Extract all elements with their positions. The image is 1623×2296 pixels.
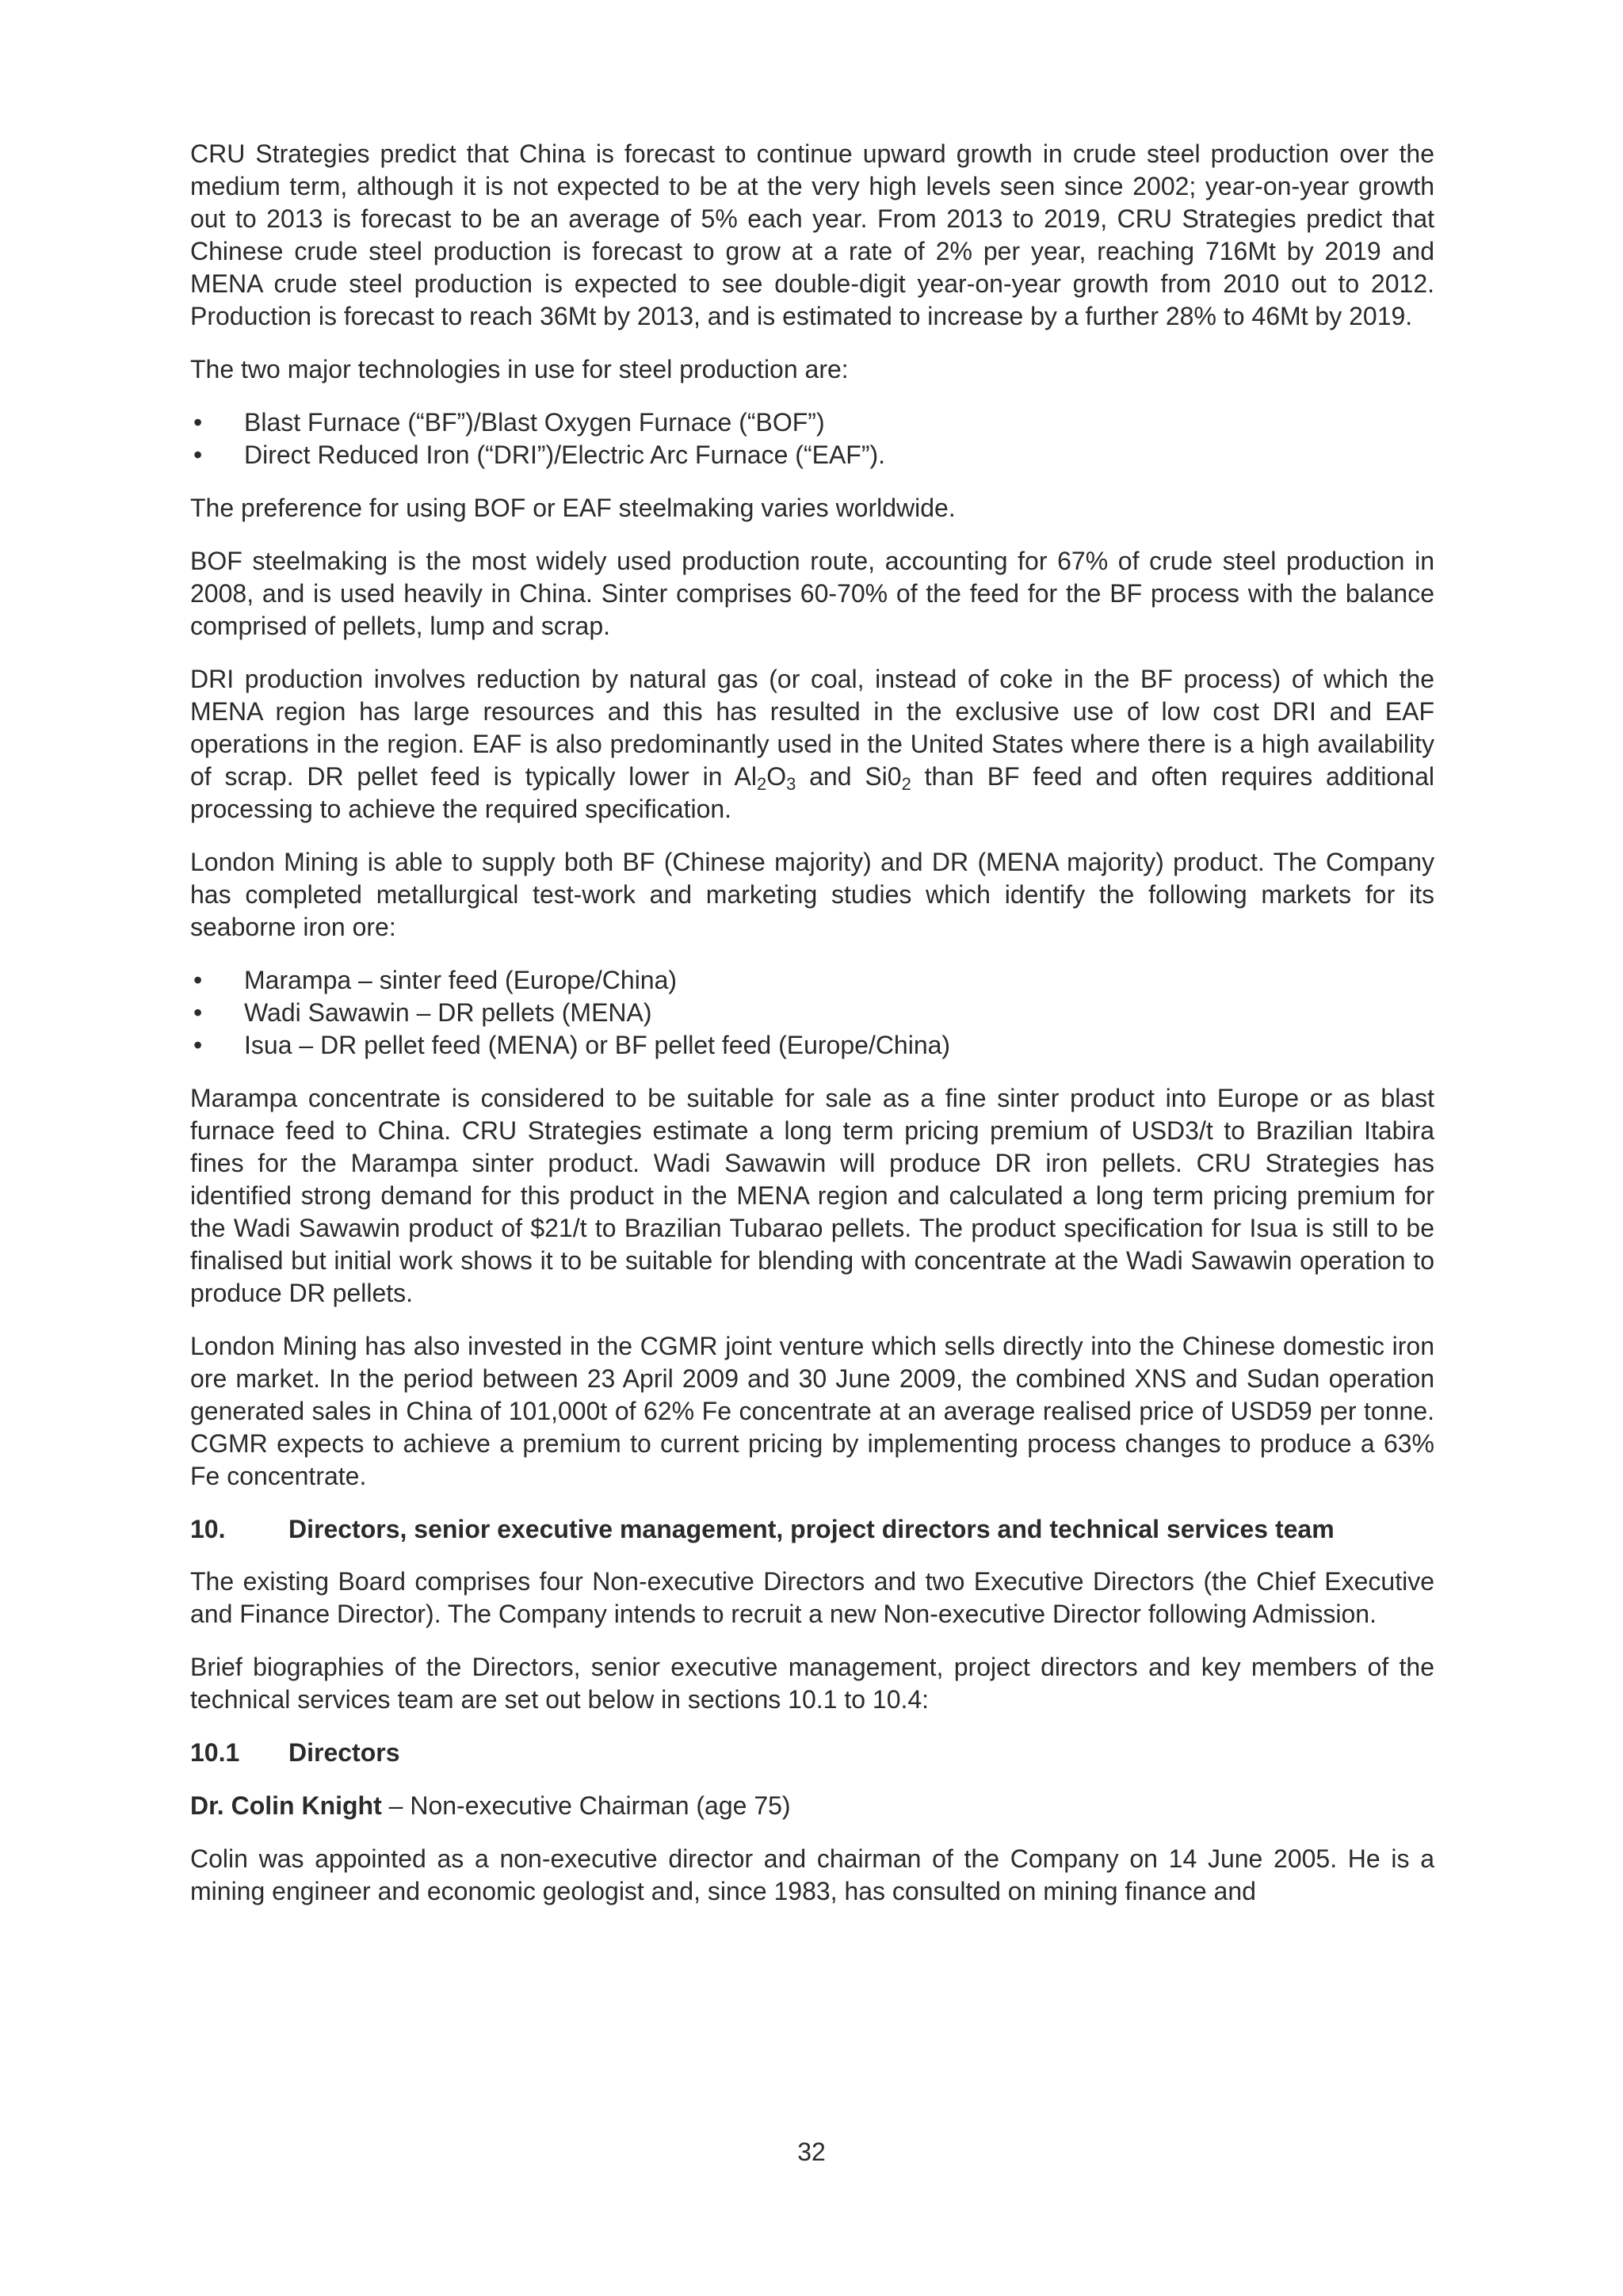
bullet-icon: • [193,998,203,1027]
list-item [190,439,1434,471]
bullet-icon: • [193,408,203,437]
director-bio-heading [190,1790,1434,1822]
subsection-number: 10.1 [190,1738,240,1767]
list-item-text: Marampa – sinter feed (Europe/China) [244,966,678,994]
text-run: and Si0 [796,762,902,791]
paragraph-bof-steelmaking: BOF steelmaking is the most widely used production route, accounting for 67% of crude steel production in 2008, and is used heavily in China. Sinter comprises 60-70% of the feed for the BF process with the balance comprised of pellets, lump and scrap. [190,547,1434,640]
list-item [190,406,1434,439]
bullet-icon: • [193,966,203,994]
subsection-heading [190,1737,1434,1769]
director-name: Dr. Colin Knight [190,1791,382,1820]
subscript: 2 [901,774,911,794]
paragraph-board-composition: The existing Board comprises four Non-executive Directors and two Executive Directors (the Chief Executive and Finance Director). The Company intends to recruit a new Non-executive Director following Admission. [190,1567,1434,1628]
paragraph-steel-forecast: CRU Strategies predict that China is forecast to continue upward growth in crude steel production over the medium term, although it is not expected to be at the very high levels seen since 2002; year-on-year growth out to 2013 is forecast to be an average of 5% each year. From 2013 to 2019, CRU Strategies predict that Chinese crude steel production is forecast to grow at a rate of 2% per year, reaching 716Mt by 2019 and MENA crude steel production is expected to see double-digit year-on-year growth from 2010 out to 2012. Production is forecast to reach 36Mt by 2013, and is estimated to increase by a further 28% to 46Mt by 2019. [190,139,1434,330]
list-item-text: Blast Furnace (“BF”)/Blast Oxygen Furnace (“BOF”) [244,408,825,437]
bullet-icon: • [193,1031,203,1059]
section-title: Directors, senior executive management, project directors and technical services team [288,1515,1335,1543]
text-run: O [766,762,787,791]
section-number: 10. [190,1515,226,1543]
paragraph-biographies-intro: Brief biographies of the Directors, senior executive management, project directors and key members of the technical services team are set out below in sections 10.1 to 10.4: [190,1653,1434,1714]
section-heading [190,1513,1434,1545]
subsection-title: Directors [288,1738,400,1767]
text-run: DRI production involves reduction by natural gas (or coal, instead of coke in the BF process) of which the MENA region has large resources and this has resulted in the exclusive use of low cost DRI and EAF operations in the region. EAF is also predominantly used in the United States where there is a high availability of scrap. DR pellet feed is typically lower in Al [190,665,1434,791]
list-item [190,964,1434,997]
list-item-text: Wadi Sawawin – DR pellets (MENA) [244,998,652,1027]
subscript: 3 [786,774,796,794]
list-item-text: Isua – DR pellet feed (MENA) or BF pellet feed (Europe/China) [244,1031,951,1059]
paragraph-colin-bio: Colin was appointed as a non-executive director and chairman of the Company on 14 June 2005. He is a mining engineer and economic geologist and, since 1983, has consulted on mining finance and [190,1844,1434,1905]
list-item [190,997,1434,1029]
paragraph-cgmr-joint-venture: London Mining has also invested in the CGMR joint venture which sells directly into the Chinese domestic iron ore market. In the period between 23 April 2009 and 30 June 2009, the combined XNS and Sudan operation generated sales in China of 101,000t of 62% Fe concentrate at an average realised price of USD59 per tonne. CGMR expects to achieve a premium to current pricing by implementing process changes to produce a 63% Fe concentrate. [190,1332,1434,1490]
markets-list [190,964,1434,1062]
text-run: than BF feed and often requires additional processing to achieve the required specification. [190,762,1435,823]
paragraph-dri-production [190,663,1434,826]
subscript: 2 [756,774,767,794]
document-page [190,138,1434,1928]
bullet-icon: • [193,441,203,469]
list-item [190,1029,1434,1062]
director-role: – Non-executive Chairman (age 75) [381,1791,791,1820]
paragraph-marampa-concentrate: Marampa concentrate is considered to be suitable for sale as a fine sinter product into Europe or as blast furnace feed to China. CRU Strategies estimate a long term pricing premium of USD3/t to Brazilian Itabira fines for the Marampa sinter product. Wadi Sawawin will produce DR iron pellets. CRU Strategies has identified strong demand for this product in the MENA region and calculated a long term pricing premium for the Wadi Sawawin product of $21/t to Brazilian Tubarao pellets. The product specification for Isua is still to be finalised but initial work shows it to be suitable for blending with concentrate at the Wadi Sawawin operation to produce DR pellets. [190,1084,1434,1307]
page-number: 32 [797,2138,826,2166]
paragraph-london-mining-supply: London Mining is able to supply both BF (Chinese majority) and DR (MENA majority) product. The Company has completed metallurgical test-work and marketing studies which identify the following markets for its seaborne iron ore: [190,848,1434,941]
list-item-text: Direct Reduced Iron (“DRI”)/Electric Arc Furnace (“EAF”). [244,441,886,469]
paragraph-bof-eaf-preference: The preference for using BOF or EAF steelmaking varies worldwide. [190,494,956,522]
technologies-list [190,406,1434,471]
paragraph-technologies-intro: The two major technologies in use for steel production are: [190,355,849,383]
